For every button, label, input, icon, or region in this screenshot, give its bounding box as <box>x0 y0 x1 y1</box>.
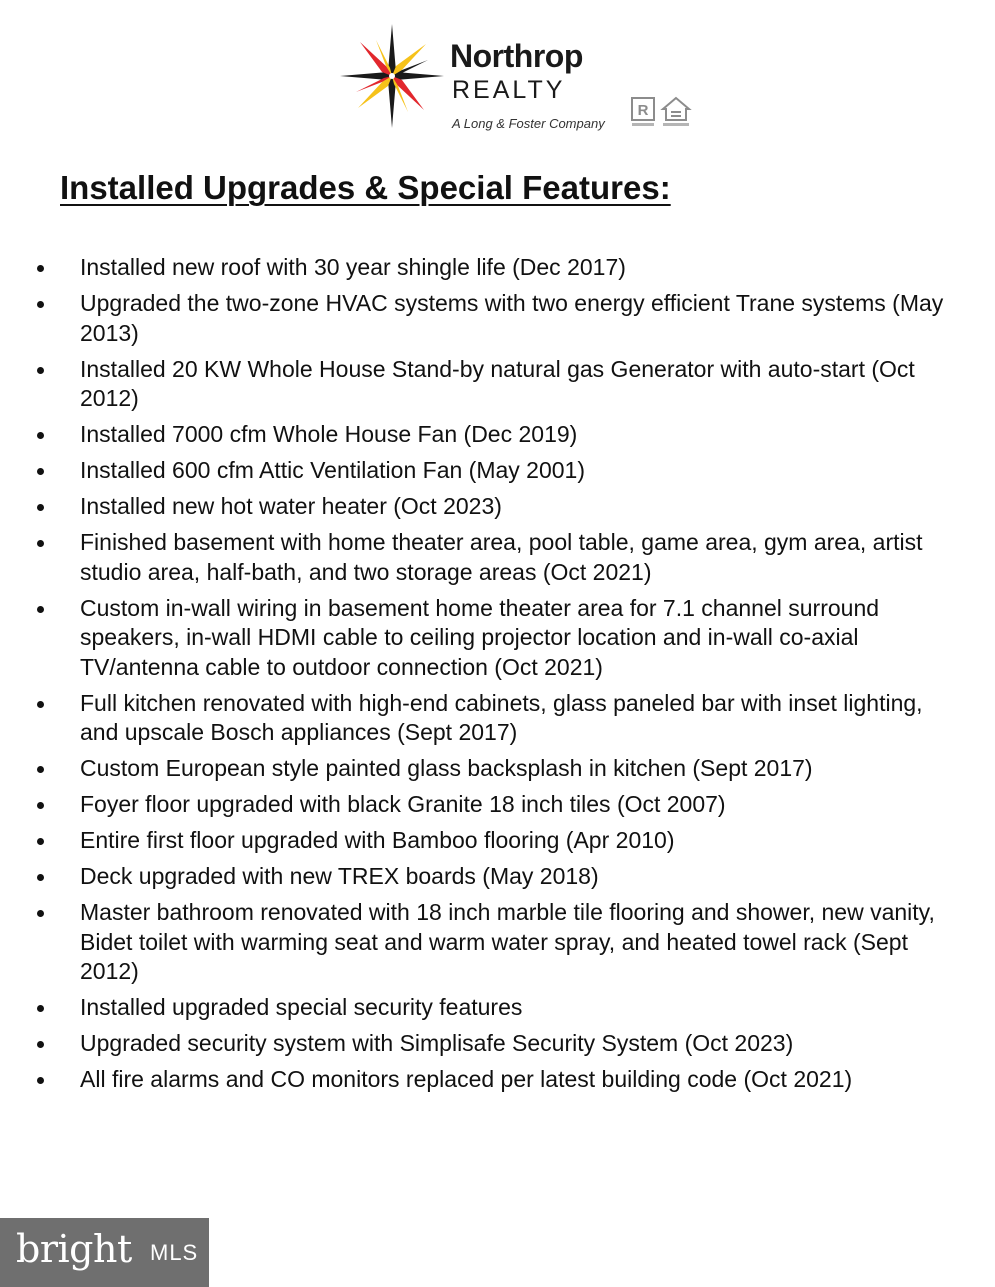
mls-watermark <box>0 1218 209 1287</box>
mls-suffix: MLS <box>150 1240 199 1265</box>
compass-star-icon <box>338 22 446 130</box>
bullet-icon <box>37 468 44 475</box>
list-item-text: Installed 600 cfm Attic Ventilation Fan (May 2001) <box>80 457 585 483</box>
logo-subname: REALTY <box>452 76 566 104</box>
list-item <box>0 689 995 748</box>
bullet-icon <box>37 504 44 511</box>
list-item-text: Custom in-wall wiring in basement home theater area for 7.1 channel surround speakers, in-wall HDMI cable to ceiling projector location and in-wall co-axial TV/antenna cable to outdoor connection (Oct 2021) <box>80 594 880 680</box>
mls-brand-name: bright <box>16 1227 132 1271</box>
svg-text:R: R <box>637 102 649 119</box>
list-item-text: Installed upgraded special security features <box>80 994 523 1020</box>
list-item <box>0 420 995 450</box>
logo-name: Northrop <box>450 38 583 74</box>
list-item <box>0 862 995 892</box>
bullet-icon <box>37 1041 44 1048</box>
bullet-icon <box>37 540 44 547</box>
bullet-icon <box>37 606 44 613</box>
list-item-text: Installed 7000 cfm Whole House Fan (Dec 2019) <box>80 421 578 447</box>
list-item-text: Upgraded security system with Simplisafe Security System (Oct 2023) <box>80 1030 794 1056</box>
bullet-icon <box>37 766 44 773</box>
logo-tagline: A Long & Foster Company <box>452 116 605 131</box>
list-item <box>0 826 995 856</box>
list-item <box>0 1065 995 1095</box>
list-item-text: Foyer floor upgraded with black Granite 18 inch tiles (Oct 2007) <box>80 791 726 817</box>
list-item <box>0 993 995 1023</box>
realtor-badges <box>630 96 700 132</box>
list-item <box>0 492 995 522</box>
list-item-text: Full kitchen renovated with high-end cabinets, glass paneled bar with inset lighting, and upscale Bosch appliances (Sept 2017) <box>80 689 923 745</box>
page-title: Installed Upgrades & Special Features: <box>60 169 671 206</box>
list-item-text: Installed new roof with 30 year shingle life (Dec 2017) <box>80 254 626 280</box>
list-item <box>0 253 995 283</box>
list-item <box>0 456 995 486</box>
list-item-text: Finished basement with home theater area, pool table, game area, gym area, artist studio area, half-bath, and two storage areas (Oct 2021) <box>80 529 923 585</box>
bullet-icon <box>37 701 44 708</box>
list-item <box>0 289 995 348</box>
list-item-text: Custom European style painted glass backsplash in kitchen (Sept 2017) <box>80 755 813 781</box>
list-item-text: Deck upgraded with new TREX boards (May 2018) <box>80 863 599 889</box>
features-list <box>0 253 995 1101</box>
list-item <box>0 594 995 683</box>
bullet-icon <box>37 1077 44 1084</box>
list-item-text: Master bathroom renovated with 18 inch marble tile flooring and shower, new vanity, Bidet toilet with warming seat and warm water spray, and heated towel rack (Sept 2012) <box>80 899 935 984</box>
company-logo <box>338 22 708 137</box>
bullet-icon <box>37 301 44 308</box>
list-item <box>0 355 995 414</box>
equal-housing-icon <box>663 98 689 126</box>
list-item <box>0 790 995 820</box>
list-item <box>0 528 995 587</box>
bullet-icon <box>37 367 44 374</box>
list-item <box>0 1029 995 1059</box>
bullet-icon <box>37 910 44 917</box>
list-item-text: Installed new hot water heater (Oct 2023) <box>80 493 502 519</box>
bullet-icon <box>37 802 44 809</box>
list-item-text: Installed 20 KW Whole House Stand-by natural gas Generator with auto-start (Oct 2012) <box>80 355 915 411</box>
bullet-icon <box>37 874 44 881</box>
list-item-text: Upgraded the two-zone HVAC systems with two energy efficient Trane systems (May 2013) <box>80 290 944 346</box>
bullet-icon <box>37 265 44 272</box>
bullet-icon <box>37 838 44 845</box>
list-item <box>0 754 995 784</box>
list-item-text: All fire alarms and CO monitors replaced per latest building code (Oct 2021) <box>80 1066 853 1092</box>
list-item <box>0 898 995 987</box>
list-item-text: Entire first floor upgraded with Bamboo flooring (Apr 2010) <box>80 827 675 853</box>
realtor-icon <box>632 98 654 126</box>
bullet-icon <box>37 1005 44 1012</box>
bullet-icon <box>37 432 44 439</box>
